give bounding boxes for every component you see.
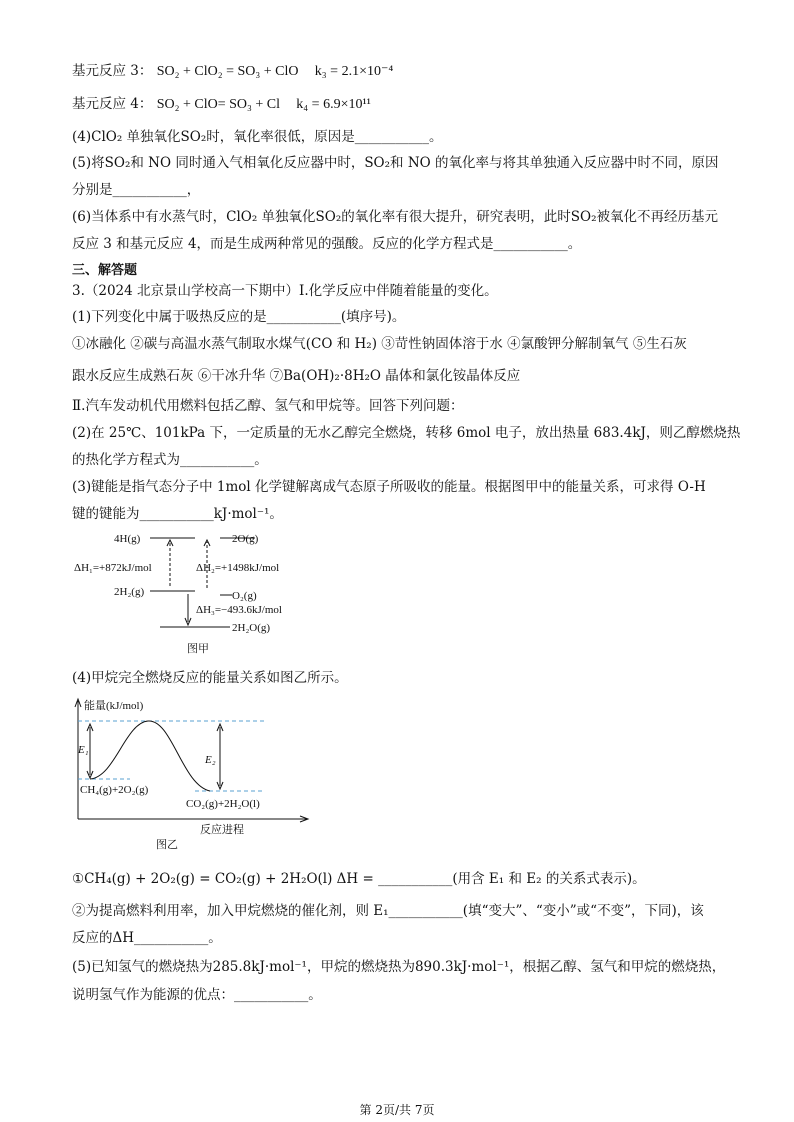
page-footer: 第 2页/共 7页	[359, 1103, 435, 1117]
problem-3-part3-line1: (3)键能是指气态分子中 1mol 化学键解离成气态原子所吸收的能量。根据图甲中的能量关系，可求得 O-H	[72, 479, 706, 495]
label-E2: E₂	[205, 754, 216, 766]
y-axis-label: 能量(kJ/mol)	[84, 700, 144, 712]
level-2H2: 2H₂(g)	[114, 586, 145, 598]
level-O2: O₂(g)	[232, 590, 257, 602]
question-5-line1: (5)将SO₂和 NO 同时通入气相氧化反应器中时，SO₂和 NO 的氧化率与将其单独通入反应器中时不同，原因	[72, 155, 719, 171]
rate-constant: k₄ = 6.9×10¹¹	[296, 97, 371, 112]
problem-3-part3-line2: 键的键能为___________kJ·mol⁻¹。	[72, 506, 283, 522]
level-2H2O: 2H₂O(g)	[232, 622, 271, 634]
reactants-label: CH₄(g)+2O₂(g)	[80, 784, 149, 796]
delta-h2: ΔH₂=+1498kJ/mol	[196, 562, 280, 574]
problem-3-part5-line1: (5)已知氢气的燃烧热为285.8kJ·mol⁻¹，甲烷的燃烧热为890.3kJ·mol⁻¹，根据乙醇、氢气和甲烷的燃烧热，	[72, 959, 726, 975]
problem-3-part1-options-b: 跟水反应生成熟石灰 ⑥干冰升华 ⑦Ba(OH)₂·8H₂O 晶体和氯化铵晶体反应	[72, 368, 521, 384]
problem-3-part1: (1)下列变化中属于吸热反应的是___________(填序号)。	[72, 309, 406, 325]
level-2O: 2O(g)	[232, 533, 259, 545]
problem-3-part2-line1: (2)在 25℃、101kPa 下，一定质量的无水乙醇完全燃烧，转移 6mol 电子，放出热量 683.4kJ，则乙醇燃烧热	[72, 425, 741, 441]
line-elementary-reaction-3	[72, 62, 393, 81]
line-elementary-reaction-4	[72, 95, 371, 114]
problem-3-part5-line2: 说明氢气作为能源的优点：___________。	[72, 987, 322, 1003]
delta-h1: ΔH₁=+872kJ/mol	[74, 562, 152, 574]
caption-yi: 图乙	[156, 839, 178, 851]
question-5-line2: 分别是___________，	[72, 182, 201, 198]
caption-jia: 图甲	[187, 643, 209, 655]
problem-3-part4-q2-line1: ②为提高燃料利用率，加入甲烷燃烧的催化剂，则 E₁___________(填“变大”、“变小”或“不变”，下同)，该	[72, 903, 704, 919]
figure-jia-energy-diagram	[70, 528, 320, 660]
equation: SO₂ + ClO₂ = SO₃ + ClO	[156, 64, 299, 79]
label: 基元反应 4：	[72, 96, 153, 112]
problem-3-section-II: Ⅱ.汽车发动机代用燃料包括乙醇、氢气和甲烷等。回答下列问题：	[72, 398, 464, 414]
x-axis-label: 反应进程	[200, 824, 244, 836]
problem-3-part2-line2: 的热化学方程式为___________。	[72, 452, 268, 468]
question-6-line2: 反应 3 和基元反应 4，而是生成两种常见的强酸。反应的化学方程式是___________。	[72, 236, 582, 252]
problem-3-part4-q1: ①CH₄(g) + 2O₂(g) = CO₂(g) + 2H₂O(l) ΔH = ___________(用含 E₁ 和 E₂ 的关系式表示)。	[72, 871, 646, 887]
label: 基元反应 3：	[72, 63, 153, 79]
question-4: (4)ClO₂ 单独氧化SO₂时，氧化率很低，原因是___________。	[72, 129, 443, 145]
section-heading: 三、解答题	[72, 263, 138, 278]
label-E1: E₁	[78, 744, 89, 756]
question-6-line1: (6)当体系中有水蒸气时，ClO₂ 单独氧化SO₂的氧化率有很大提升，研究表明，此时SO₂被氧化不再经历基元	[72, 209, 718, 225]
products-label: CO₂(g)+2H₂O(l)	[186, 798, 260, 810]
problem-3-part1-options-a: ①冰融化 ②碳与高温水蒸气制取水煤气(CO 和 H₂) ③苛性钠固体溶于水 ④氯酸钾分解制氧气 ⑤生石灰	[72, 336, 687, 352]
equation: SO₂ + ClO= SO₃ + Cl	[156, 97, 280, 112]
problem-3-part4: (4)甲烷完全燃烧反应的能量关系如图乙所示。	[72, 670, 348, 686]
figure-yi-energy-profile	[70, 693, 315, 853]
rate-constant: k₃ = 2.1×10⁻⁴	[314, 64, 394, 79]
level-4H: 4H(g)	[114, 533, 141, 545]
problem-3-intro: 3.（2024 北京景山学校高一下期中）Ⅰ.化学反应中伴随着能量的变化。	[72, 283, 498, 299]
delta-h3: ΔH₃=−493.6kJ/mol	[196, 604, 282, 616]
problem-3-part4-q2-line2: 反应的ΔH___________。	[72, 930, 222, 946]
